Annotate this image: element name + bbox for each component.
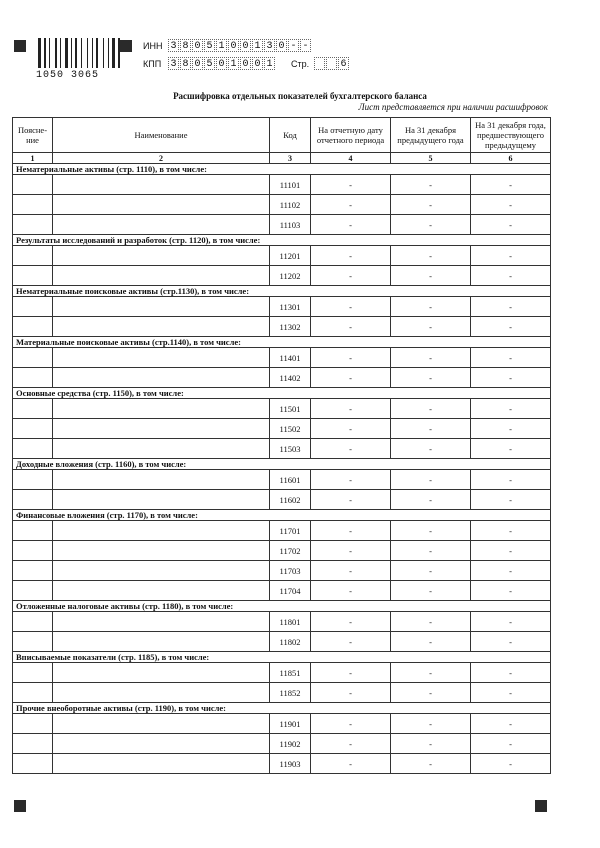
name-cell (53, 632, 270, 652)
value-current-cell: - (311, 297, 391, 317)
page-cells (314, 57, 350, 70)
value-prev-year-cell: - (391, 470, 471, 490)
col-number: 2 (53, 153, 270, 164)
code-cell: 11903 (270, 754, 311, 774)
table-row (13, 632, 551, 652)
barcode-bar (51, 38, 54, 68)
barcode-bar (62, 38, 64, 68)
table-row (13, 368, 551, 388)
value-current-cell: - (311, 561, 391, 581)
barcode-bar (60, 38, 61, 68)
corner-marker-bottom-right (535, 800, 547, 812)
note-cell (13, 470, 53, 490)
note-cell (13, 399, 53, 419)
section-header-row (13, 652, 551, 663)
value-prev-prev-year-cell: - (471, 632, 551, 652)
value-current-cell: - (311, 317, 391, 337)
code-cell: 11302 (270, 317, 311, 337)
value-prev-year-cell: - (391, 419, 471, 439)
code-cell: 11502 (270, 419, 311, 439)
barcode (38, 38, 126, 68)
barcode-bar (71, 38, 72, 68)
barcode-bar (44, 38, 46, 68)
value-prev-year-cell: - (391, 663, 471, 683)
table-row (13, 612, 551, 632)
note-cell (13, 521, 53, 541)
value-current-cell: - (311, 734, 391, 754)
note-cell (13, 581, 53, 601)
value-current-cell: - (311, 195, 391, 215)
table-row (13, 266, 551, 286)
barcode-bar (55, 38, 57, 68)
name-cell (53, 490, 270, 510)
value-prev-year-cell: - (391, 297, 471, 317)
note-cell (13, 215, 53, 235)
section-title: Результаты исследований и разработок (стр. 1120), в том числе: (13, 235, 551, 246)
char-cell: 1 (228, 57, 239, 70)
value-prev-prev-year-cell: - (471, 246, 551, 266)
code-cell: 11401 (270, 348, 311, 368)
section-header-row (13, 510, 551, 521)
code-cell: 11702 (270, 541, 311, 561)
value-current-cell: - (311, 683, 391, 703)
section-title: Доходные вложения (стр. 1160), в том числе: (13, 459, 551, 470)
value-current-cell: - (311, 175, 391, 195)
name-cell (53, 348, 270, 368)
code-cell: 11802 (270, 632, 311, 652)
char-cell: 0 (240, 57, 251, 70)
barcode-bar (65, 38, 68, 68)
value-prev-prev-year-cell: - (471, 419, 551, 439)
page-title: Расшифровка отдельных показателей бухгалтерского баланса (173, 91, 427, 101)
col-header-current: На отчетную дату отчетного периода (311, 118, 391, 153)
value-prev-prev-year-cell: - (471, 581, 551, 601)
code-cell: 11202 (270, 266, 311, 286)
value-prev-year-cell: - (391, 439, 471, 459)
section-title: Отложенные налоговые активы (стр. 1180), в том числе: (13, 601, 551, 612)
code-cell: 11402 (270, 368, 311, 388)
inn-label: ИНН (143, 41, 163, 51)
value-current-cell: - (311, 368, 391, 388)
code-cell: 11301 (270, 297, 311, 317)
note-cell (13, 317, 53, 337)
col-header-prev-prev-year: На 31 декабря года, предшествующего предыдущему (471, 118, 551, 153)
value-current-cell: - (311, 754, 391, 774)
value-prev-year-cell: - (391, 734, 471, 754)
name-cell (53, 683, 270, 703)
value-prev-prev-year-cell: - (471, 297, 551, 317)
table-row (13, 734, 551, 754)
value-prev-prev-year-cell: - (471, 521, 551, 541)
code-cell: 11902 (270, 734, 311, 754)
value-prev-prev-year-cell: - (471, 470, 551, 490)
note-cell (13, 439, 53, 459)
barcode-bar (105, 38, 107, 68)
value-prev-prev-year-cell: - (471, 541, 551, 561)
code-cell: 11701 (270, 521, 311, 541)
value-current-cell: - (311, 632, 391, 652)
code-cell: 11102 (270, 195, 311, 215)
value-prev-prev-year-cell: - (471, 348, 551, 368)
value-prev-prev-year-cell: - (471, 175, 551, 195)
table-row (13, 175, 551, 195)
table-row (13, 399, 551, 419)
value-prev-year-cell: - (391, 561, 471, 581)
value-prev-prev-year-cell: - (471, 561, 551, 581)
corner-marker-top-left (14, 40, 26, 52)
name-cell (53, 215, 270, 235)
char-cell: 5 (204, 57, 215, 70)
section-title: Материальные поисковые активы (стр.1140), в том числе: (13, 337, 551, 348)
table-row (13, 521, 551, 541)
note-cell (13, 632, 53, 652)
column-numbers-row (13, 153, 551, 164)
value-current-cell: - (311, 266, 391, 286)
col-number: 3 (270, 153, 311, 164)
value-prev-prev-year-cell: - (471, 195, 551, 215)
char-cell: 0 (240, 39, 251, 52)
note-cell (13, 714, 53, 734)
value-prev-year-cell: - (391, 541, 471, 561)
table-row (13, 490, 551, 510)
col-number: 6 (471, 153, 551, 164)
code-cell: 11851 (270, 663, 311, 683)
col-number: 5 (391, 153, 471, 164)
name-cell (53, 419, 270, 439)
char-cell: 8 (180, 39, 191, 52)
char-cell: 0 (228, 39, 239, 52)
inn-cells (168, 39, 312, 52)
value-current-cell: - (311, 612, 391, 632)
value-prev-year-cell: - (391, 368, 471, 388)
code-cell: 11503 (270, 439, 311, 459)
value-prev-prev-year-cell: - (471, 490, 551, 510)
value-current-cell: - (311, 490, 391, 510)
char-cell: 3 (168, 57, 179, 70)
char-cell (314, 57, 325, 70)
table-row (13, 714, 551, 734)
char-cell: 1 (216, 39, 227, 52)
code-cell: 11601 (270, 470, 311, 490)
section-title: Прочие внеоборотные активы (стр. 1190), в том числе: (13, 703, 551, 714)
name-cell (53, 470, 270, 490)
note-cell (13, 612, 53, 632)
name-cell (53, 246, 270, 266)
table-row (13, 317, 551, 337)
section-header-row (13, 164, 551, 175)
note-cell (13, 175, 53, 195)
value-current-cell: - (311, 521, 391, 541)
section-header-row (13, 337, 551, 348)
code-cell: 11703 (270, 561, 311, 581)
barcode-bar (69, 38, 70, 68)
barcode-bar (87, 38, 88, 68)
section-header-row (13, 459, 551, 470)
table-row (13, 561, 551, 581)
name-cell (53, 266, 270, 286)
barcode-bar (47, 38, 48, 68)
code-cell: 11101 (270, 175, 311, 195)
value-prev-year-cell: - (391, 683, 471, 703)
value-current-cell: - (311, 246, 391, 266)
value-prev-year-cell: - (391, 754, 471, 774)
value-prev-prev-year-cell: - (471, 266, 551, 286)
corner-marker-bottom-left (14, 800, 26, 812)
note-cell (13, 195, 53, 215)
value-prev-year-cell: - (391, 714, 471, 734)
table-row (13, 348, 551, 368)
char-cell: 1 (252, 39, 263, 52)
value-prev-year-cell: - (391, 348, 471, 368)
section-title: Нематериальные активы (стр. 1110), в том числе: (13, 164, 551, 175)
table-row (13, 581, 551, 601)
value-prev-prev-year-cell: - (471, 399, 551, 419)
value-prev-year-cell: - (391, 399, 471, 419)
code-cell: 11602 (270, 490, 311, 510)
char-cell: 5 (204, 39, 215, 52)
section-header-row (13, 703, 551, 714)
value-prev-year-cell: - (391, 521, 471, 541)
value-prev-year-cell: - (391, 175, 471, 195)
barcode-bar (112, 38, 115, 68)
value-current-cell: - (311, 581, 391, 601)
value-current-cell: - (311, 714, 391, 734)
value-prev-prev-year-cell: - (471, 663, 551, 683)
value-current-cell: - (311, 399, 391, 419)
value-current-cell: - (311, 663, 391, 683)
barcode-bar (75, 38, 77, 68)
barcode-bar (110, 38, 111, 68)
char-cell: 0 (252, 57, 263, 70)
value-prev-year-cell: - (391, 632, 471, 652)
char-cell: 0 (276, 39, 287, 52)
barcode-bar (78, 38, 80, 68)
note-cell (13, 246, 53, 266)
code-cell: 11201 (270, 246, 311, 266)
value-prev-year-cell: - (391, 266, 471, 286)
name-cell (53, 195, 270, 215)
note-cell (13, 683, 53, 703)
name-cell (53, 297, 270, 317)
section-header-row (13, 388, 551, 399)
value-current-cell: - (311, 470, 391, 490)
value-prev-prev-year-cell: - (471, 734, 551, 754)
barcode-bar (81, 38, 82, 68)
name-cell (53, 439, 270, 459)
char-cell: 1 (264, 57, 275, 70)
note-cell (13, 490, 53, 510)
col-header-code: Код (270, 118, 311, 153)
breakdown-table (12, 117, 551, 774)
barcode-bar (96, 38, 98, 68)
note-cell (13, 348, 53, 368)
section-header-row (13, 286, 551, 297)
value-prev-prev-year-cell: - (471, 612, 551, 632)
col-number: 1 (13, 153, 53, 164)
kpp-label: КПП (143, 59, 162, 69)
value-prev-year-cell: - (391, 317, 471, 337)
table-row (13, 297, 551, 317)
value-prev-year-cell: - (391, 581, 471, 601)
barcode-bar (58, 38, 59, 68)
name-cell (53, 581, 270, 601)
value-prev-prev-year-cell: - (471, 683, 551, 703)
name-cell (53, 714, 270, 734)
col-header-prev-year: На 31 декабря предыдущего года (391, 118, 471, 153)
value-prev-prev-year-cell: - (471, 714, 551, 734)
code-cell: 11704 (270, 581, 311, 601)
char-cell: - (288, 39, 299, 52)
barcode-bar (116, 38, 117, 68)
note-cell (13, 297, 53, 317)
col-header-name: Наименование (53, 118, 270, 153)
name-cell (53, 317, 270, 337)
char-cell: 6 (338, 57, 349, 70)
value-prev-year-cell: - (391, 215, 471, 235)
section-title: Финансовые вложения (стр. 1170), в том числе: (13, 510, 551, 521)
barcode-bar (94, 38, 95, 68)
code-cell: 11801 (270, 612, 311, 632)
char-cell: 0 (216, 57, 227, 70)
value-current-cell: - (311, 541, 391, 561)
value-current-cell: - (311, 439, 391, 459)
name-cell (53, 734, 270, 754)
barcode-bar (108, 38, 109, 68)
value-prev-prev-year-cell: - (471, 317, 551, 337)
note-cell (13, 561, 53, 581)
value-prev-prev-year-cell: - (471, 439, 551, 459)
note-cell (13, 541, 53, 561)
code-cell: 11103 (270, 215, 311, 235)
note-cell (13, 419, 53, 439)
barcode-bar (49, 38, 50, 68)
value-prev-year-cell: - (391, 195, 471, 215)
name-cell (53, 612, 270, 632)
barcode-number: 1050 3065 (36, 70, 100, 81)
barcode-bar (92, 38, 93, 68)
section-title: Вписываемые показатели (стр. 1185), в том числе: (13, 652, 551, 663)
note-cell (13, 734, 53, 754)
barcode-bar (99, 38, 102, 68)
value-prev-year-cell: - (391, 490, 471, 510)
table-row (13, 439, 551, 459)
char-cell: 0 (192, 57, 203, 70)
name-cell (53, 368, 270, 388)
char-cell: 8 (180, 57, 191, 70)
name-cell (53, 399, 270, 419)
char-cell: 3 (264, 39, 275, 52)
page-subtitle: Лист представляется при наличии расшифровок (358, 102, 548, 112)
char-cell (326, 57, 337, 70)
name-cell (53, 663, 270, 683)
col-header-note: Поясне-ние (13, 118, 53, 153)
kpp-cells (168, 57, 276, 70)
barcode-bar (118, 38, 120, 68)
name-cell (53, 175, 270, 195)
code-cell: 11901 (270, 714, 311, 734)
table-row (13, 663, 551, 683)
name-cell (53, 754, 270, 774)
section-header-row (13, 235, 551, 246)
name-cell (53, 541, 270, 561)
code-cell: 11501 (270, 399, 311, 419)
table-row (13, 754, 551, 774)
section-title: Нематериальные поисковые активы (стр.1130), в том числе: (13, 286, 551, 297)
note-cell (13, 663, 53, 683)
note-cell (13, 368, 53, 388)
char-cell: - (300, 39, 311, 52)
table-row (13, 215, 551, 235)
value-prev-prev-year-cell: - (471, 215, 551, 235)
table-row (13, 195, 551, 215)
name-cell (53, 561, 270, 581)
table-row (13, 419, 551, 439)
value-current-cell: - (311, 348, 391, 368)
section-title: Основные средства (стр. 1150), в том числе: (13, 388, 551, 399)
code-cell: 11852 (270, 683, 311, 703)
barcode-bar (83, 38, 86, 68)
barcode-bar (73, 38, 74, 68)
value-prev-prev-year-cell: - (471, 368, 551, 388)
page-label: Стр. (291, 59, 310, 69)
table-row (13, 470, 551, 490)
barcode-bar (103, 38, 104, 68)
barcode-bar (38, 38, 41, 68)
value-current-cell: - (311, 215, 391, 235)
section-header-row (13, 601, 551, 612)
value-prev-year-cell: - (391, 612, 471, 632)
table-row (13, 246, 551, 266)
barcode-bar (89, 38, 91, 68)
note-cell (13, 754, 53, 774)
table-row (13, 683, 551, 703)
value-prev-prev-year-cell: - (471, 754, 551, 774)
barcode-bar (42, 38, 43, 68)
note-cell (13, 266, 53, 286)
value-prev-year-cell: - (391, 246, 471, 266)
name-cell (53, 521, 270, 541)
char-cell: 3 (168, 39, 179, 52)
table-row (13, 541, 551, 561)
char-cell: 0 (192, 39, 203, 52)
value-current-cell: - (311, 419, 391, 439)
col-number: 4 (311, 153, 391, 164)
